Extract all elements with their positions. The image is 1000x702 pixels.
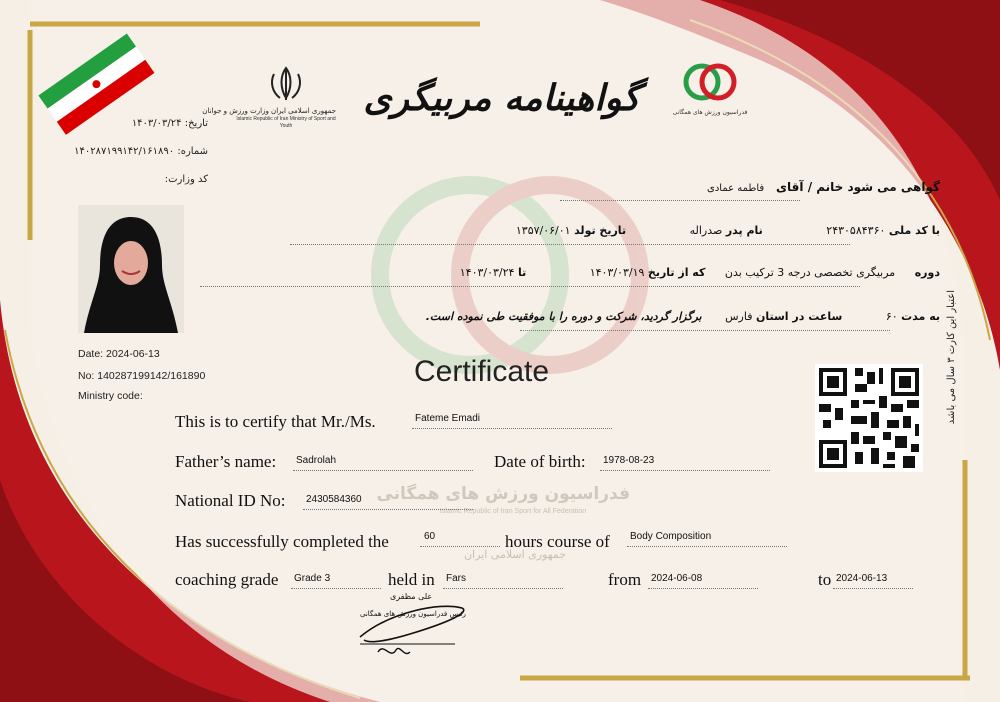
iran-emblem-icon: [266, 66, 306, 102]
number-value: ۱۴۰۲۸۷۱۹۹۱۴۲/۱۶۱۸۹۰: [74, 146, 175, 157]
photo-number: No: 140287199142/161890: [78, 370, 206, 382]
photo-ministry-code: Ministry code:: [78, 390, 143, 402]
federation-rings-icon: [680, 60, 740, 104]
fa-national-code: ۲۴۳۰۵۸۴۳۶۰: [826, 224, 886, 237]
fa-from-label: که از تاریخ: [647, 266, 706, 279]
fa-to-label: تا: [517, 266, 527, 279]
held-in-value: Fars: [446, 573, 466, 584]
date-row: [88, 118, 208, 129]
date-label: تاریخ:: [184, 118, 208, 129]
fa-line-2: [290, 224, 940, 237]
signature-name: علی مظفری: [390, 592, 433, 601]
ministry-code-label: کد وزارت:: [164, 174, 208, 185]
watermark-en: Islamic Republic of Iran Sport for All Federation: [439, 508, 587, 515]
certificate-title: Certificate: [414, 355, 550, 388]
fa-from-date: ۱۴۰۳/۰۳/۱۹: [589, 266, 645, 279]
national-id-value: 2430584360: [306, 494, 362, 505]
to-date: 2024-06-13: [836, 573, 888, 584]
fa-duration-label: به مدت: [901, 310, 940, 323]
dob-label: Date of birth:: [494, 452, 586, 471]
date-value: ۱۴۰۳/۰۳/۲۴: [131, 118, 182, 129]
dob-value: 1978-08-23: [603, 455, 655, 466]
hours-course-label: hours course of: [505, 532, 610, 551]
fa-birth-date: ۱۳۵۷/۰۶/۰۱: [515, 224, 571, 237]
coaching-grade-label: coaching grade: [175, 570, 279, 589]
fa-line-1: [560, 180, 940, 194]
hours-value: 60: [424, 531, 436, 542]
to-label: to: [818, 570, 832, 589]
completed-label: Has successfully completed the: [175, 532, 389, 551]
watermark-fa2: جمهوری اسلامی ایران: [463, 548, 567, 561]
holder-name: Fateme Emadi: [415, 413, 481, 424]
fa-father-name: صدراله: [689, 224, 723, 237]
signature-title: رئیس فدراسیون ورزش های همگانی: [360, 610, 466, 618]
father-name: Sadrolah: [296, 455, 337, 466]
national-id-label: National ID No:: [175, 491, 286, 510]
number-label: شماره:: [177, 146, 208, 157]
fa-province: فارس: [725, 310, 753, 323]
from-label: from: [608, 570, 642, 589]
ministry-emblem-en: Islamic Republic of Iran Ministry of Sport and Youth: [236, 116, 336, 129]
holder-photo: [78, 205, 184, 333]
fa-line-4: [262, 310, 940, 323]
fa-course-name: مربیگری تخصصی درجه 3 ترکیب بدن: [724, 266, 896, 279]
federation-logo: [660, 60, 760, 116]
persian-title: گواهینامه مربیگری: [363, 78, 640, 119]
ministry-emblem-fa: جمهوری اسلامی ایران وزارت ورزش و جوانان: [202, 107, 336, 115]
fa-closing: برگزار گردید، شرکت و دوره را با موفقیت طی نموده است.: [425, 310, 702, 323]
fa-course-prefix: دوره: [914, 266, 940, 279]
number-row: [48, 146, 208, 157]
fa-father-label: نام پدر: [725, 224, 763, 237]
fa-line-3: [200, 266, 940, 279]
qr-code-icon[interactable]: [815, 364, 923, 472]
father-label: Father’s name:: [175, 452, 277, 471]
fa-name-label: گواهی می شود خانم / آقای: [776, 180, 940, 194]
federation-logo-text: فدراسیون ورزش های همگانی: [672, 109, 748, 116]
grade-value: Grade 3: [294, 573, 331, 584]
fa-national-code-label: با کد ملی: [888, 224, 940, 237]
ministry-code-row: [108, 174, 208, 185]
fa-duration: ۶۰: [885, 310, 898, 323]
side-validity-note: اعتبار این کارت ۳ سال می باشد: [946, 290, 957, 425]
watermark-fa: فدراسیون ورزش های همگانی: [376, 484, 630, 504]
ministry-emblem: [202, 66, 336, 130]
fa-holder-name: فاطمه عمادی: [707, 183, 765, 194]
fa-birth-label: تاریخ تولد: [574, 224, 627, 237]
signature-scribble: [350, 592, 480, 672]
fa-province-label: ساعت در استان: [755, 310, 843, 323]
held-in-label: held in: [388, 570, 435, 589]
signature-block: [350, 592, 480, 672]
course-name-value: Body Composition: [630, 531, 712, 542]
certify-label: This is to certify that Mr./Ms.: [175, 412, 376, 431]
holder-photo-image: [78, 205, 184, 333]
photo-date: Date: 2024-06-13: [78, 348, 160, 360]
from-date: 2024-06-08: [651, 573, 703, 584]
fa-to-date: ۱۴۰۳/۰۳/۲۴: [459, 266, 515, 279]
